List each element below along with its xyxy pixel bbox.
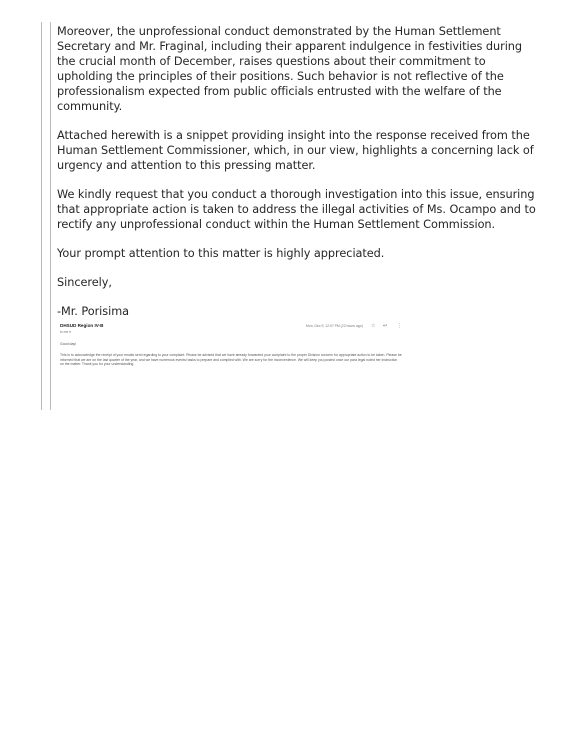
- closing: Sincerely,: [57, 276, 112, 289]
- email-snippet: [60, 323, 402, 367]
- email-recipient: to me ▾: [60, 330, 71, 334]
- paragraph-appreciation: Your prompt attention to this matter is highly appreciated.: [57, 247, 385, 260]
- email-header: [60, 323, 402, 333]
- email-body: This is to acknowledge the receipt of your emails sent regarding to your complaint. Please be advised that we have already forwarded your complaint to the proper Division concern for appropriate action to be taken. Please be informed that we are on the last quarter of the year, and we have numerous events/ tasks to prepare and complied with. We are sorry for the inconvenience. We will keep you posted once our para legal noted her instruction on the matter. Thank you for your understanding.: [60, 353, 402, 367]
- more-options-icon: ⋮: [397, 323, 402, 329]
- paragraph-attachment: Attached herewith is a snippet providing insight into the response received from the Human Settlement Commissioner, which, in our view, highlights a concerning lack of urgency and attention to this pressing matter.: [57, 129, 534, 172]
- star-icon: ☆: [371, 323, 376, 329]
- paragraph-conduct: Moreover, the unprofessional conduct demonstrated by the Human Settlement Secretary and Mr. Fraginal, including their apparent indulgence in festivities during the crucial month of December, raises questions about their commitment to upholding the principles of their positions. Such behavior is not reflective of the professionalism expected from public officials entrusted with the welfare of the community.: [57, 25, 523, 113]
- letter-body: [57, 24, 537, 333]
- quote-bar-outer: [41, 22, 42, 410]
- paragraph-request: We kindly request that you conduct a thorough investigation into this issue, ensuring that appropriate action is taken to address the illegal activities of Ms. Ocampo and to rectify any unprofessional conduct within the Human Settlement Commission.: [57, 188, 536, 231]
- email-greeting: Good day!: [60, 342, 77, 346]
- quote-bar-inner: [50, 22, 51, 410]
- signature: -Mr. Porisima: [57, 305, 130, 318]
- email-sender: DHSUD Region IV-B: [60, 323, 104, 328]
- reply-icon: ↩: [383, 323, 388, 329]
- email-date: Mon, Dec 9, 12:07 PM (22 hours ago): [306, 324, 363, 328]
